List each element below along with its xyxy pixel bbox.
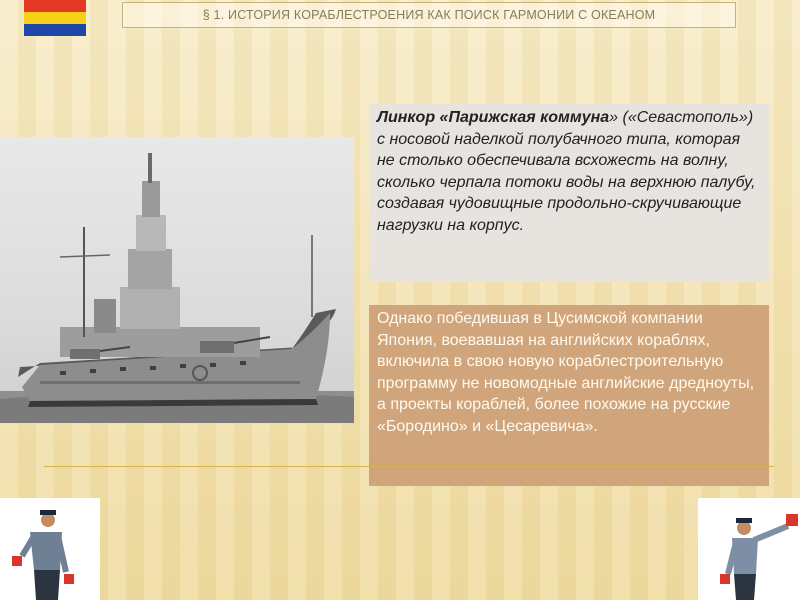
header-bar: [122, 2, 736, 28]
ship-caption-box: [369, 104, 769, 282]
divider-line: [44, 466, 774, 467]
battleship-photo: [0, 137, 354, 423]
page-title: § 1. ИСТОРИЯ КОРАБЛЕСТРОЕНИЯ КАК ПОИСК ГАРМОНИИ С ОКЕАНОМ: [202, 8, 656, 22]
caption-ship-name: Парижская коммуна: [448, 109, 610, 126]
body-text: Однако победившая в Цусимской компании Япония, воевавшая на английских кораблях, включила в свою новую кораблестроительную программу не новомодные английские дредноуты, а проекты кораблей, более похожие на русские «Бородино» и «Цесаревича».: [377, 310, 755, 435]
flag-icon: [24, 0, 86, 36]
caption-intro: Линкор «: [377, 109, 449, 126]
ship-caption: [377, 107, 759, 236]
caption-rest: » («Севастополь») с носовой наделкой полубачного типа, которая не столько обеспечивала всхожесть на волну, сколько черпала потоки воды на верхнюю палубу, создавая чудовищные продольно-скручивающие нагрузки на корпус.: [377, 109, 756, 234]
body-text-box: [369, 305, 769, 486]
signalman-flags-icon: [698, 498, 800, 600]
signalman-flags-icon: [0, 498, 100, 600]
